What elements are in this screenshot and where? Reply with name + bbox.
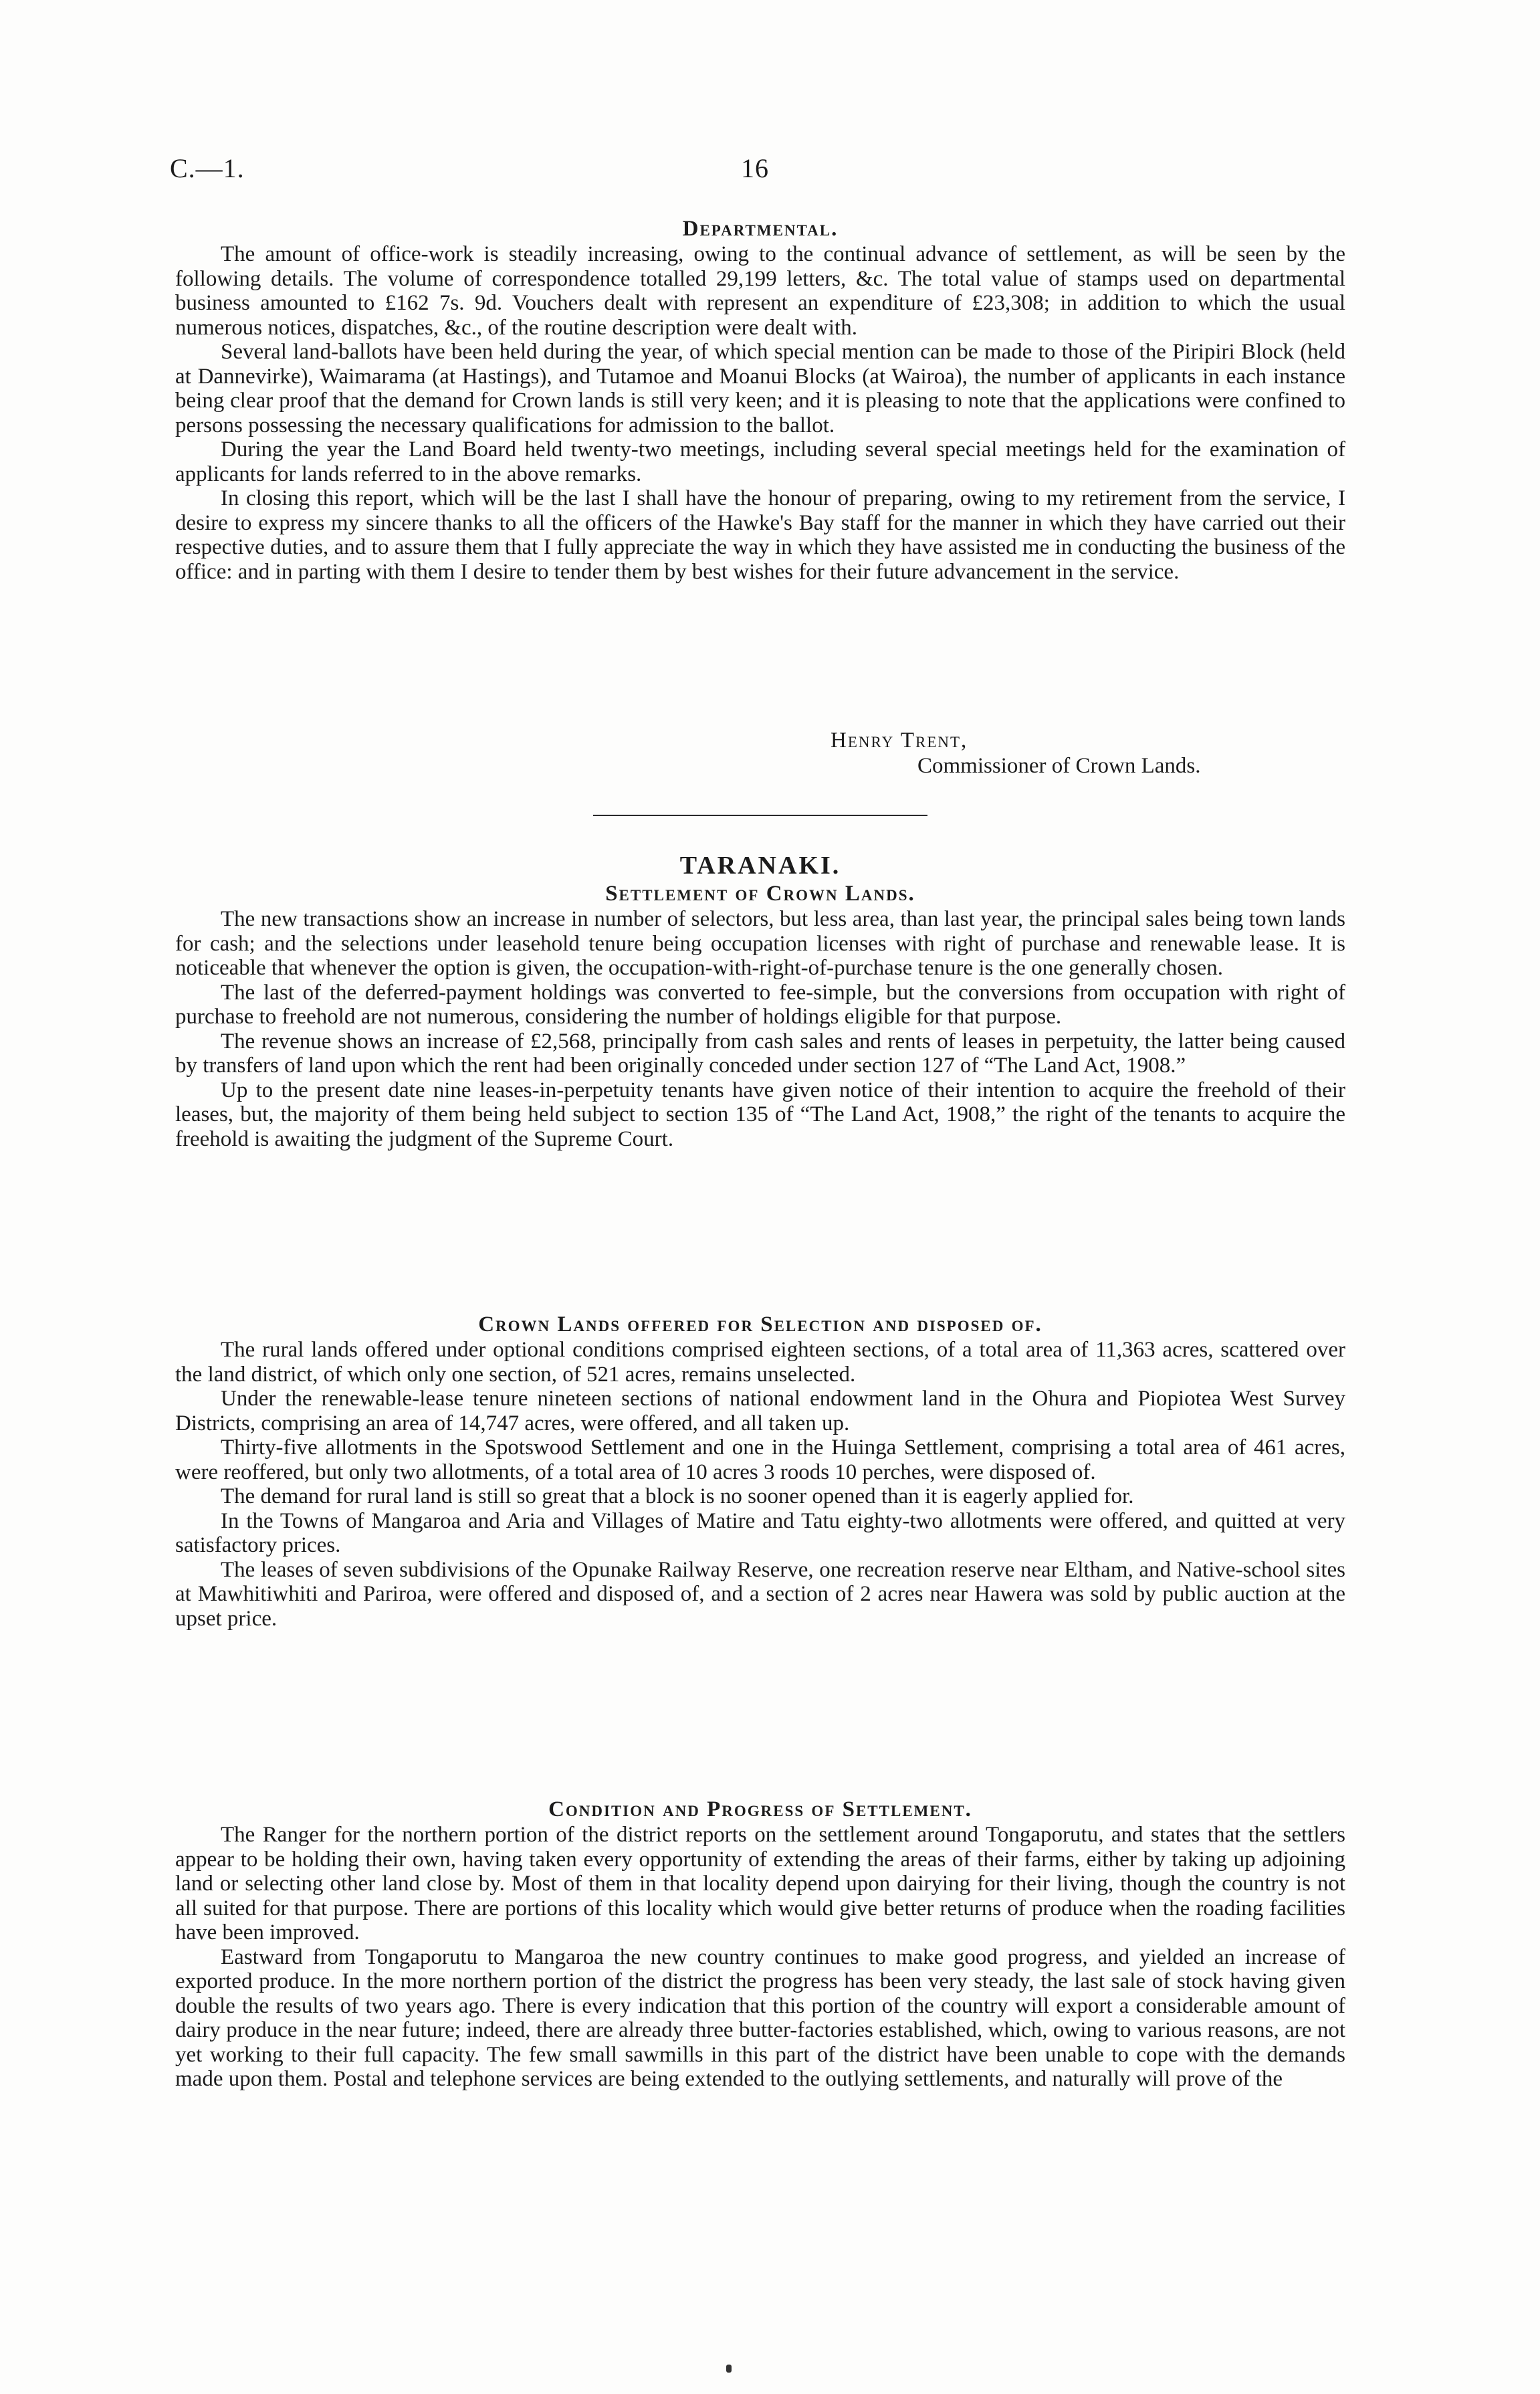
ink-mark <box>726 2365 732 2373</box>
condition-paragraph: The Ranger for the northern portion of the district reports on the settlement around Tongaporutu, and states that the settlers appear to be holding their own, having taken every opportunity of extending the areas of their farms, either by taking up adjoining land or selecting other land close by. Most of them in that locality depend upon dairying for their living, though the country is not all suited for that purpose. There are portions of this locality which would give better returns of produce when the roading facilities have been improved. <box>175 1823 1345 1944</box>
signatory-title: Commissioner of Crown Lands. <box>917 754 1201 778</box>
departmental-paragraph: In closing this report, which will be the last I shall have the honour of preparing, owing to my retirement from the service, I desire to express my sincere thanks to all the officers of the Hawke's Bay staff for the manner in which they have carried out their respective duties, and to assure them that I fully appreciate the way in which they have assisted me in conducting the business of the office: and in parting with them I desire to tender them by best wishes for their future advancement in the service. <box>175 486 1345 584</box>
taranaki-section <box>175 851 1345 1151</box>
offered-section <box>175 1311 1345 1631</box>
settlement-paragraph: Up to the present date nine leases-in-perpetuity tenants have given notice of their intention to acquire the freehold of their leases, but, the majority of them being held subject to section 135 of “The Land Act, 1908,” the right of the tenants to acquire the freehold is awaiting the judgment of the Supreme Court. <box>175 1078 1345 1151</box>
divider-rule <box>593 815 927 816</box>
departmental-section <box>175 215 1345 584</box>
settlement-paragraph: The revenue shows an increase of £2,568, principally from cash sales and rents of leases in perpetuity, the latter being caused by transfers of land upon which the rent had been originally conceded under section 127 of “The Land Act, 1908.” <box>175 1029 1345 1078</box>
settlement-paragraph: The last of the deferred-payment holdings was converted to fee-simple, but the conversions from occupation with right of purchase to freehold are not numerous, considering the number of holdings eligible for that purpose. <box>175 980 1345 1029</box>
settlement-heading: Settlement of Crown Lands. <box>605 882 915 906</box>
condition-paragraph: Eastward from Tongaporutu to Mangaroa the new country continues to make good progress, and yielded an increase of exported produce. In the more northern portion of the district the progress has been very steady, the last sale of stock having given double the results of two years ago. There is every indication that this portion of the country will export a considerable amount of dairy produce in the near future; indeed, there are already three butter-factories established, which, owing to various reasons, are not yet working to their full capacity. The few small sawmills in this part of the district have been unable to cope with the demands made upon them. Postal and telephone services are being extended to the outlying settlements, and naturally will prove of the <box>175 1944 1345 2091</box>
section-divider <box>175 815 1345 816</box>
offered-paragraph: In the Towns of Mangaroa and Aria and Villages of Matire and Tatu eighty-two allotments were offered, and quitted at very satisfactory prices. <box>175 1508 1345 1557</box>
offered-paragraph: The rural lands offered under optional conditions comprised eighteen sections, of a total area of 11,363 acres, scattered over the land district, of which only one section, of 521 acres, remains unselected. <box>175 1338 1345 1387</box>
condition-section <box>175 1796 1345 2092</box>
offered-paragraph: The demand for rural land is still so great that a block is no sooner opened than it is eagerly applied for. <box>221 1484 1134 1508</box>
offered-paragraph: Under the renewable-lease tenure nineteen sections of national endowment land in the Ohura and Piopiotea West Survey Districts, comprising an area of 14,747 acres, were offered, and all taken up. <box>175 1387 1345 1435</box>
condition-heading: Condition and Progress of Settlement. <box>548 1797 972 1821</box>
offered-heading: Crown Lands offered for Selection and disposed of. <box>478 1312 1042 1336</box>
offered-paragraph: The leases of seven subdivisions of the Opunake Railway Reserve, one recreation reserve near Eltham, and Native-school sites at Mawhitiwhiti and Pariroa, were offered and disposed of, and a section of 2 acres near Hawera was sold by public auction at the upset price. <box>175 1557 1345 1631</box>
departmental-paragraph: The amount of office-work is steadily increasing, owing to the continual advance of settlement, as will be seen by the following details. The volume of correspondence totalled 29,199 letters, &c. The total value of stamps used on departmental business amounted to £162 7s. 9d. Vouchers dealt with represent an expenditure of £23,308; in addition to which the usual numerous notices, dispatches, &c., of the routine description were dealt with. <box>175 242 1345 340</box>
departmental-paragraph: Several land-ballots have been held during the year, of which special mention can be made to those of the Piripiri Block (held at Dannevirke), Waimarama (at Hastings), and Tutamoe and Moanui Blocks (at Wairoa), the number of applicants in each instance being clear proof that the demand for Crown lands is still very keen; and it is pleasing to note that the applications were confined to persons possessing the necessary qualifications for admission to the ballot. <box>175 340 1345 437</box>
page-reference: C.—1. <box>170 153 245 183</box>
departmental-heading: Departmental. <box>682 217 839 241</box>
settlement-paragraph: The new transactions show an increase in number of selectors, but less area, than last year, the principal sales being town lands for cash; and the selections under leasehold tenure being occupation licenses with right of purchase and renewable lease. It is noticeable that whenever the option is given, the occupation-with-right-of-purchase tenure is the one generally chosen. <box>175 907 1345 980</box>
signatory-name: Henry Trent, <box>831 728 968 753</box>
departmental-paragraph: During the year the Land Board held twenty-two meetings, including several special meetings held for the examination of applicants for lands referred to in the above remarks. <box>175 437 1345 486</box>
offered-paragraph: Thirty-five allotments in the Spotswood Settlement and one in the Huinga Settlement, comprising a total area of 461 acres, were reoffered, but only two allotments, of a total area of 10 acres 3 roods 10 perches, were disposed of. <box>175 1435 1345 1484</box>
signature-block <box>175 728 1345 779</box>
taranaki-title: TARANAKI. <box>679 852 841 880</box>
page-number: 16 <box>741 153 769 183</box>
